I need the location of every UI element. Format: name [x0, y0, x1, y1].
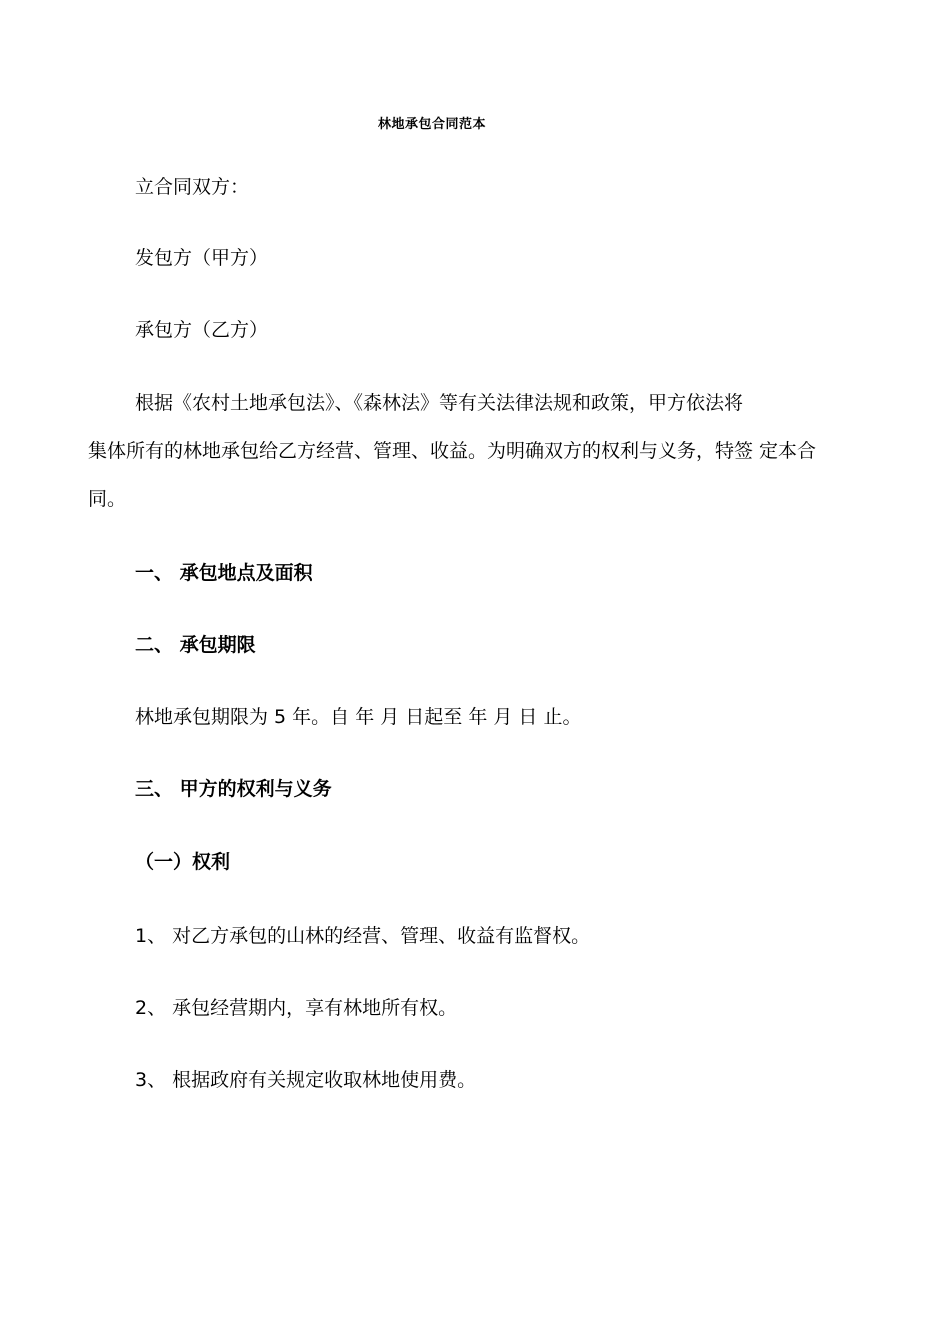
term-text: 林地承包期限为 5 年。自 年 月 日起至 年 月 日 止。: [135, 706, 582, 728]
party-a-line: 发包方（甲方）: [135, 247, 269, 269]
section-1-heading: 一、 承包地点及面积: [135, 562, 313, 584]
right-item-1: 1、 对乙方承包的山林的经营、管理、收益有监督权。: [135, 925, 591, 947]
preamble-line-2: 集体所有的林地承包给乙方经营、管理、收益。为明确双方的权利与义务，特签 定本合: [88, 440, 817, 462]
preamble-line-3: 同。: [88, 488, 127, 510]
section-3-heading: 三、 甲方的权利与义务: [135, 778, 332, 800]
right-item-3: 3、 根据政府有关规定收取林地使用费。: [135, 1069, 477, 1091]
preamble-line-1: 根据《农村土地承包法》、《森林法》等有关法律法规和政策，甲方依法将: [135, 392, 744, 414]
party-b-line: 承包方（乙方）: [135, 319, 269, 341]
parties-intro: 立合同双方：: [135, 176, 250, 198]
right-item-2: 2、 承包经营期内，享有林地所有权。: [135, 997, 458, 1019]
document-title: 林地承包合同范本: [377, 117, 486, 132]
section-2-heading: 二、 承包期限: [135, 634, 256, 656]
rights-heading: （一）权利: [135, 851, 231, 873]
